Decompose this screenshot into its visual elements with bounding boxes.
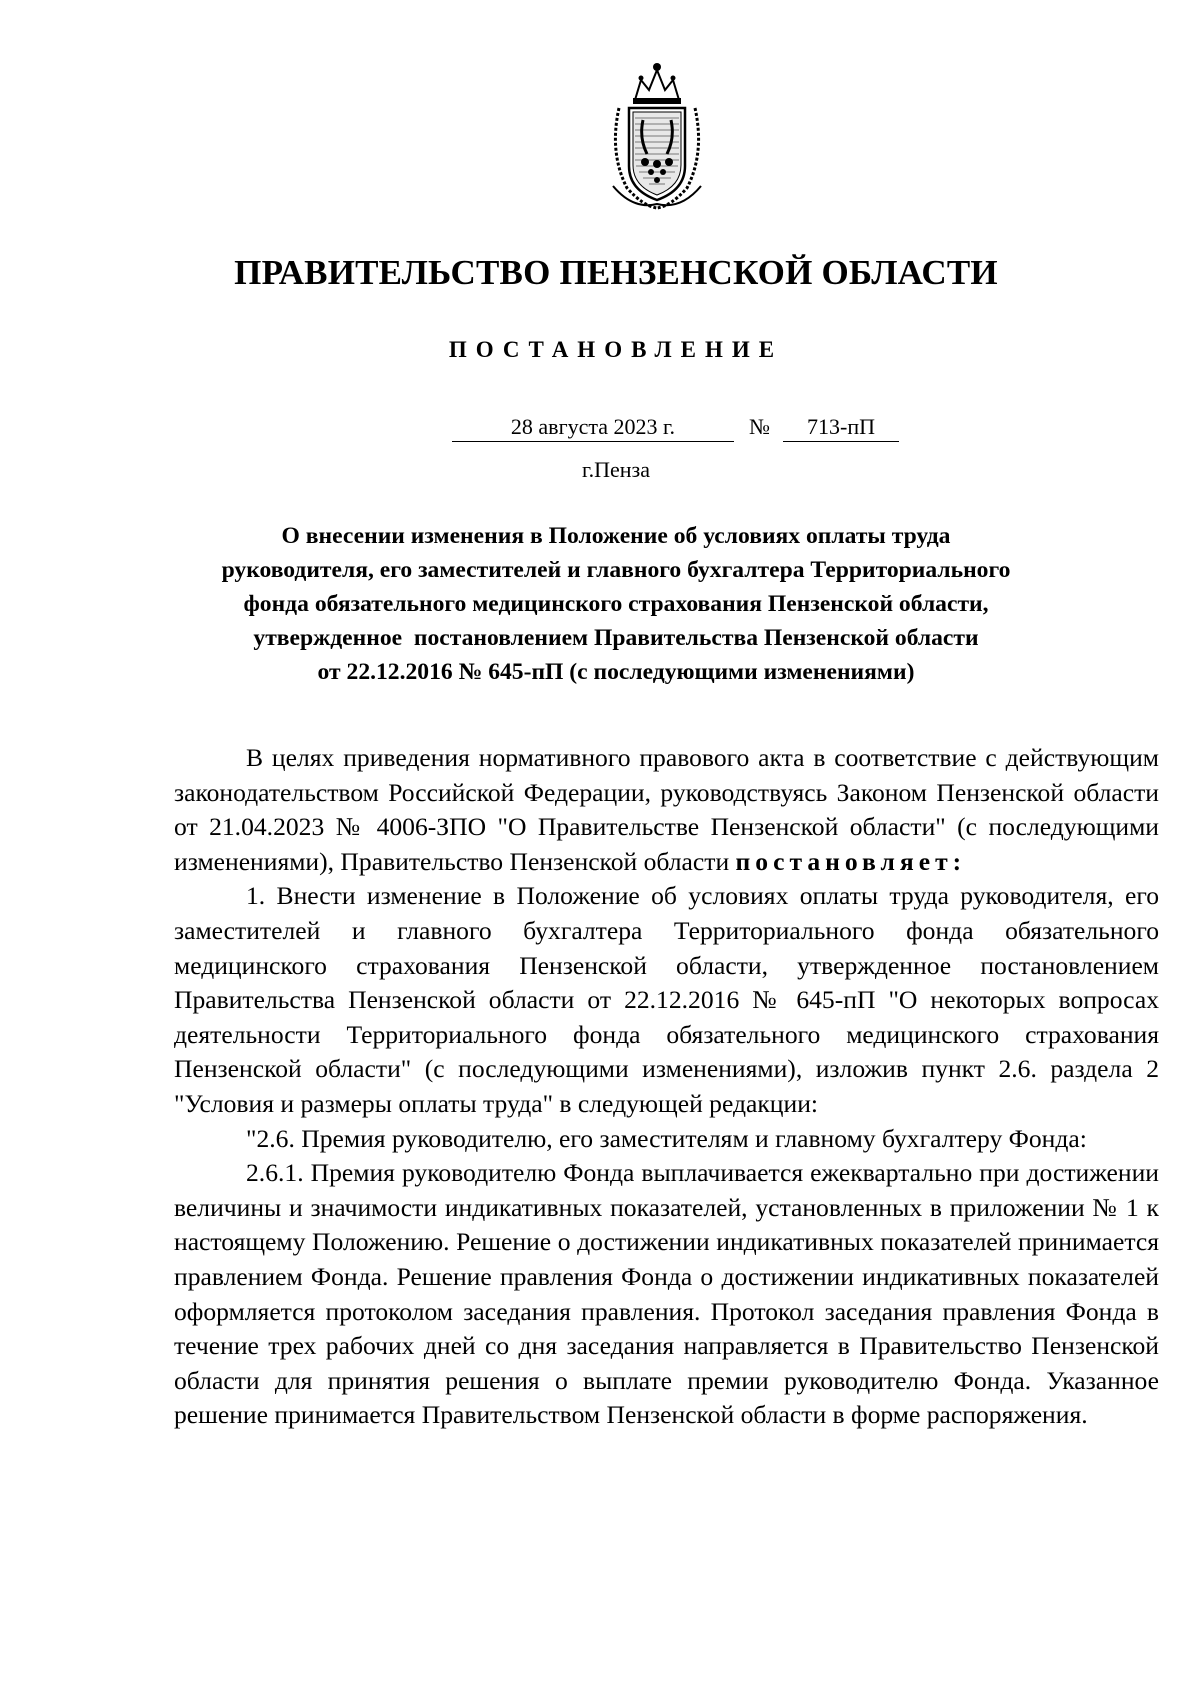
subject-line: от 22.12.2016 № 645-пП (с последующими изменениями)	[317, 659, 915, 685]
document-type: ПОСТАНОВЛЕНИЕ	[448, 337, 784, 362]
document-number: 713-пП	[783, 414, 899, 442]
preamble-text: В целях приведения нормативного правового акта в соответствие с действующим законодательством Российской Федерации, руководствуясь Законом Пензенской области от 21.04.2023 № 4006-ЗПО "О Правительстве Пензенской области" (с последующими изменениями), Правительство Пензенской области	[174, 743, 1159, 876]
document-city: г.Пенза	[582, 457, 650, 482]
coat-of-arms-icon	[605, 58, 710, 216]
item-2-6-paragraph: "2.6. Премия руководителю, его заместителям и главному бухгалтеру Фонда:	[246, 1123, 1087, 1153]
government-name: ПРАВИТЕЛЬСТВО ПЕНЗЕНСКОЙ ОБЛАСТИ	[234, 253, 998, 292]
subject-line: фонда обязательного медицинского страхования Пензенской области,	[243, 591, 989, 617]
preamble-paragraph	[174, 741, 1159, 879]
document-body	[174, 741, 1159, 1433]
subject-line: руководителя, его заместителей и главного бухгалтера Территориального	[221, 557, 1011, 583]
number-sign: №	[749, 414, 770, 439]
document-subject	[180, 519, 1052, 689]
item-2-6-1-paragraph: 2.6.1. Премия руководителю Фонда выплачивается ежеквартально при достижении величины и значимости индикативных показателей, установленных в приложении № 1 к настоящему Положению. Решение о достижении индикативных показателей принимается правлением Фонда. Решение правления Фонда о достижении индикативных показателей оформляется протоколом заседания правления. Протокол заседания правления Фонда в течение трех рабочих дней со дня заседания направляется в Правительство Пензенской области для принятия решения о выплате премии руководителю Фонда. Указанное решение принимается Правительством Пензенской области в форме распоряжения.	[174, 1158, 1159, 1430]
resolves-word: постановляет:	[735, 846, 967, 876]
subject-line: утвержденное постановлением Правительства Пензенской области	[253, 625, 979, 651]
subject-line: О внесении изменения в Положение об условиях оплаты труда	[281, 523, 951, 549]
item-1-paragraph: 1. Внести изменение в Положение об условиях оплаты труда руководителя, его заместителей и главного бухгалтера Территориального фонда обязательного медицинского страхования Пензенской области, утвержденное постановлением Правительства Пензенской области от 22.12.2016 № 645-пП "О некоторых вопросах деятельности Территориального фонда обязательного медицинского страхования Пензенской области" (с последующими изменениями), изложив пункт 2.6. раздела 2 "Условия и размеры оплаты труда" в следующей редакции:	[174, 881, 1159, 1118]
document-date: 28 августа 2023 г.	[452, 414, 734, 442]
